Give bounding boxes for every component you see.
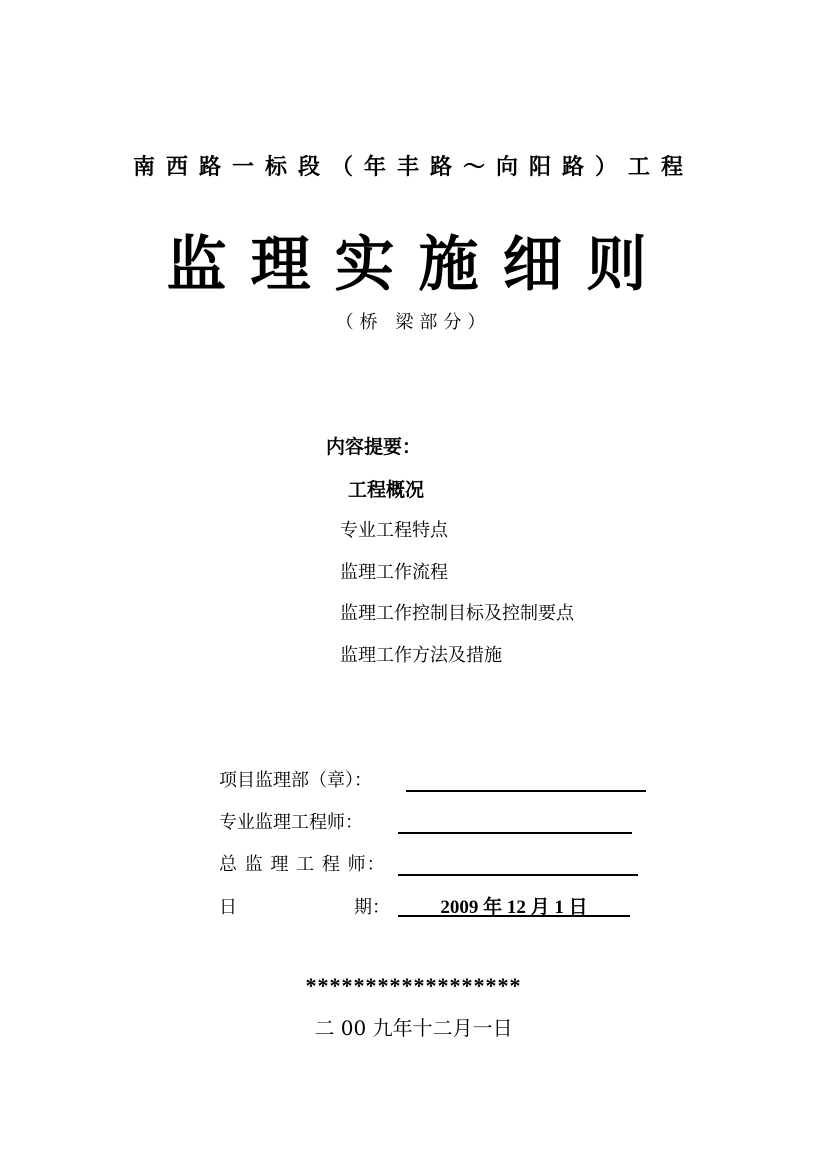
chief-engineer-label: 总 监 理 工 程 师： — [219, 854, 386, 875]
engineer-label: 专业监理工程师： — [219, 812, 363, 833]
footer-date: 二 00 九年十二月一日 — [314, 1016, 513, 1040]
contents-item-overview: 工程概况 — [348, 479, 425, 501]
contents-item-control-targets: 监理工作控制目标及控制要点 — [340, 603, 574, 624]
date-line — [398, 915, 630, 917]
engineer-line — [398, 832, 632, 834]
document-subtitle: （桥 梁部分） — [335, 312, 492, 333]
project-title: 南西路一标段（年丰路～向阳路）工程 — [132, 155, 694, 180]
contents-item-features: 专业工程特点 — [340, 520, 448, 541]
date-label-day: 日 — [219, 897, 237, 918]
contents-item-workflow: 监理工作流程 — [340, 562, 448, 583]
contents-item-methods: 监理工作方法及措施 — [340, 645, 502, 666]
date-label-period: 期： — [354, 897, 390, 918]
date-value: 2009 年 12 月 1 日 — [440, 897, 588, 918]
separator-stars: ****************** — [305, 973, 522, 998]
contents-heading: 内容提要： — [326, 436, 422, 458]
document-title: 监理实施细则 — [166, 230, 671, 300]
dept-stamp-label: 项目监理部（章）： — [219, 770, 372, 791]
chief-engineer-line — [398, 874, 638, 876]
dept-stamp-line — [406, 790, 646, 792]
